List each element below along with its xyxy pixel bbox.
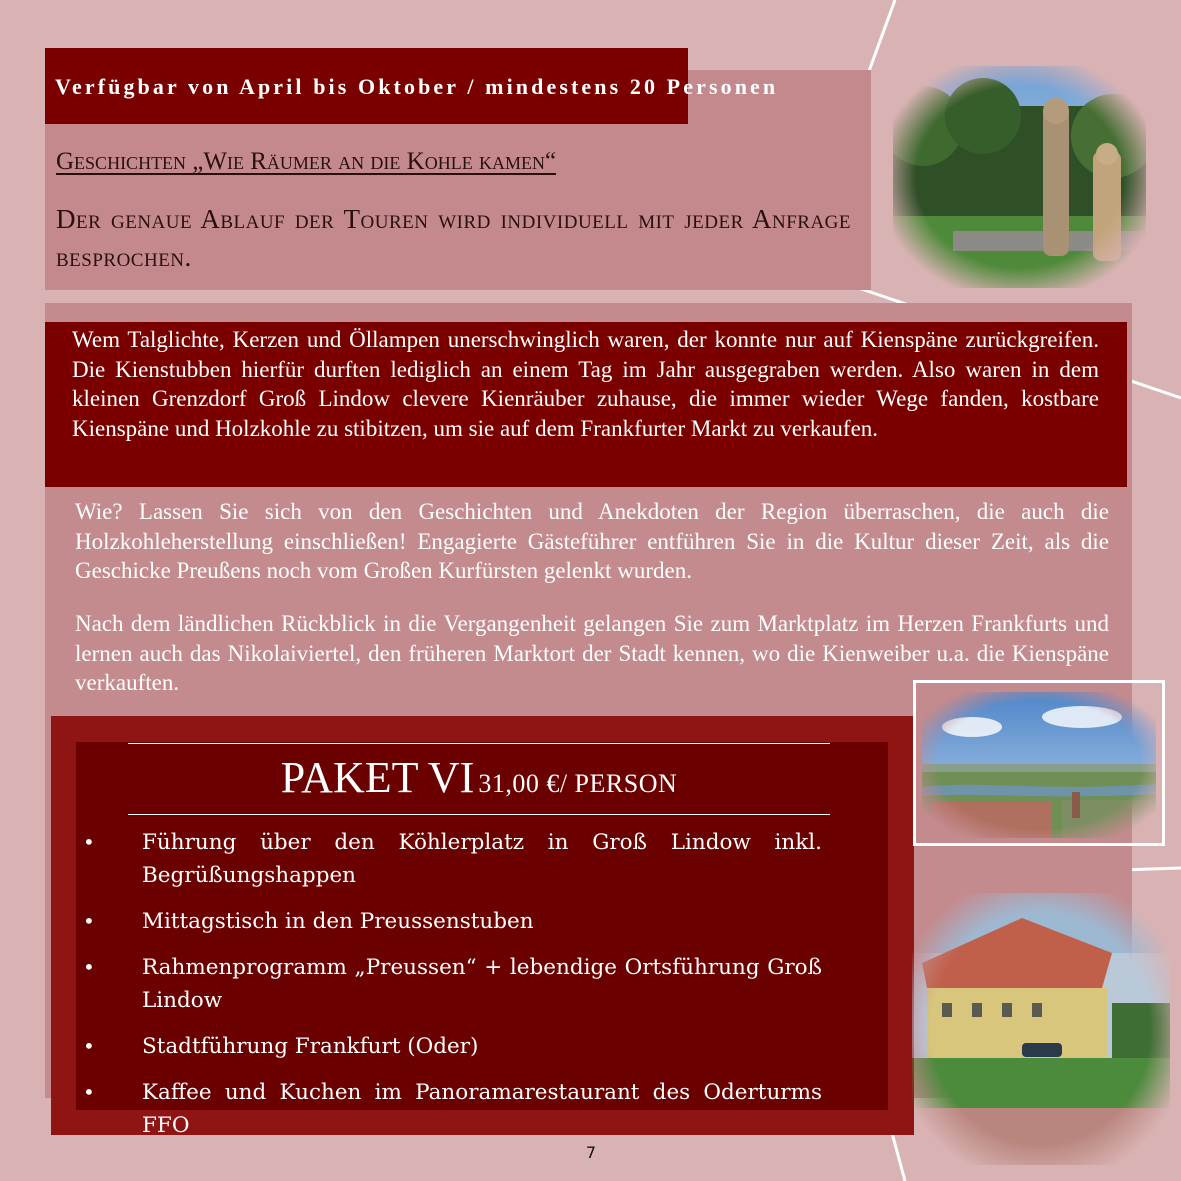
- list-item: [80, 905, 822, 938]
- building-photo: [912, 893, 1170, 1165]
- package-title-rule-top: [128, 743, 830, 744]
- package-item-text: Kaffee und Kuchen im Panoramarestaurant des Oderturms FFO: [142, 1080, 822, 1138]
- bullet-icon: •: [83, 830, 95, 854]
- bullet-icon: •: [83, 909, 95, 933]
- bullet-icon: •: [83, 955, 95, 979]
- paragraph-3: Nach dem ländlichen Rückblick in die Vergangenheit gelangen Sie zum Marktplatz im Herzen Frankfurts und lernen auch das Nikolaiviertel, den früheren Marktort der Stadt kennen, wo die Kienweiber u.a. die Kienspäne verkauften.: [75, 611, 1109, 695]
- list-item: [80, 1076, 822, 1142]
- list-item: [80, 1030, 822, 1063]
- package-item-text: Mittagstisch in den Preussenstuben: [142, 909, 534, 934]
- package-item-list: [80, 826, 822, 1155]
- package-name: PAKET VI: [280, 753, 475, 802]
- story-subtitle: Der genaue Ablauf der Touren wird individuell mit jeder Anfrage besprochen.: [56, 204, 851, 272]
- availability-text: Verfügbar von April bis Oktober / mindestens 20 Personen: [55, 74, 779, 99]
- bullet-icon: •: [83, 1034, 95, 1058]
- package-title-rule-bottom: [128, 814, 830, 815]
- wooden-figures-photo: [893, 66, 1146, 288]
- story-title: Geschichten „Wie Räumer an die Kohle kamen“: [56, 148, 557, 175]
- bullet-icon: •: [83, 1080, 95, 1104]
- city-panorama-photo: [922, 692, 1156, 838]
- page-number: 7: [585, 1143, 597, 1162]
- list-item: [80, 951, 822, 1017]
- package-title: [128, 752, 830, 803]
- package-item-text: Stadtführung Frankfurt (Oder): [142, 1034, 479, 1059]
- package-item-text: Rahmenprogramm „Preussen“ + lebendige Ortsführung Groß Lindow: [142, 955, 822, 1013]
- package-price: 31,00 €/ PERSON: [478, 769, 678, 798]
- package-item-text: Führung über den Köhlerplatz in Groß Lindow inkl. Begrüßungshappen: [142, 830, 822, 888]
- intro-paragraph: Wem Talglichte, Kerzen und Öllampen unerschwinglich waren, der konnte nur auf Kienspäne zurückgreifen. Die Kienstubben hierfür durften lediglich an einem Tag im Jahr ausgegraben werden. Also waren in dem kleinen Grenzdorf Groß Lindow clevere Kienräuber zuhause, die immer wieder Wege fanden, kostbare Kienspäne und Holzkohle zu stibitzen, um sie auf dem Frankfurter Markt zu verkaufen.: [72, 327, 1099, 441]
- list-item: [80, 826, 822, 892]
- paragraph-2: Wie? Lassen Sie sich von den Geschichten und Anekdoten der Region überraschen, die auch die Holzkohleherstellung einschließen! Engagierte Gästeführer entführen Sie in die Kultur dieser Zeit, als die Geschicke Preußens noch vom Großen Kurfürsten gelenkt wurden.: [75, 499, 1109, 583]
